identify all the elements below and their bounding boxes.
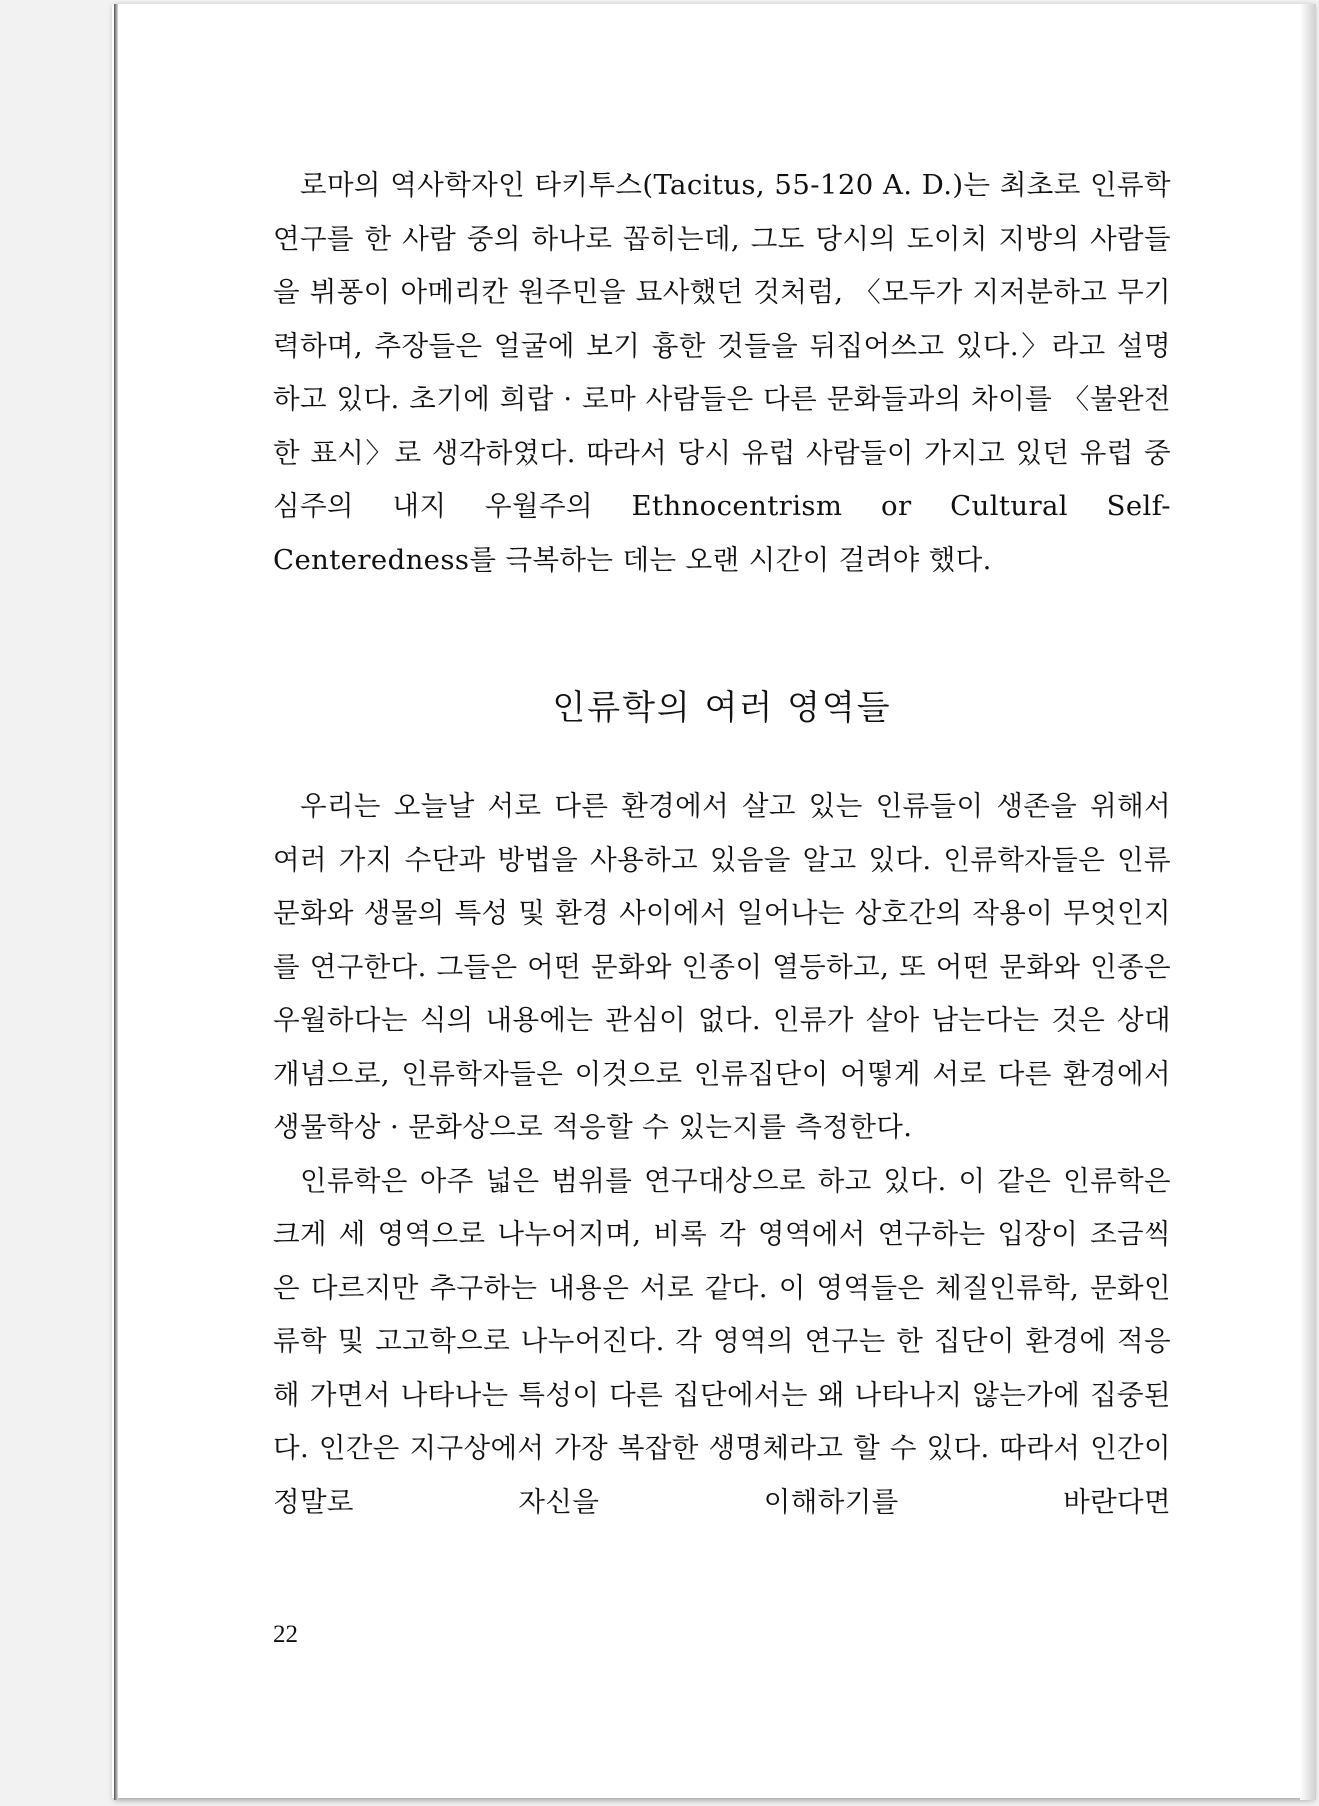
section-heading: 인류학의 여러 영역들: [552, 688, 892, 728]
paragraph-scope: 인류학은 아주 넓은 범위를 연구대상으로 하고 있다. 이 같은 인류학은 크게 세 영역으로 나누어지며, 비록 각 영역에서 연구하는 입장이 조금씩은 다르지만 추구하는 내용은 서로 같다. 이 영역들은 체질인류학, 문화인류학 및 고고학으로 나누어진다. 각 영역의 연구는 한 집단이 환경에 적응해 가면서 나타나는 특성이 다른 집단에서는 왜 나타나지 않는가에 집중된다. 인간은 지구상에서 가장 복잡한 생명체라고 할 수 있다. 따라서 인간이 정말로 자신을 이해하기를 바란다면: [273, 1164, 1171, 1518]
intro-text-block: [273, 159, 1171, 587]
section-text-block: [273, 780, 1171, 1529]
page-binding-edge: [114, 4, 118, 1800]
paragraph-survival: 우리는 오늘날 서로 다른 환경에서 살고 있는 인류들이 생존을 위해서 여러 가지 수단과 방법을 사용하고 있음을 알고 있다. 인류학자들은 인류문화와 생물의 특성 및 환경 사이에서 일어나는 상호간의 작용이 무엇인지를 연구한다. 그들은 어떤 문화와 인종이 열등하고, 또 어떤 문화와 인종은 우월하다는 식의 내용에는 관심이 없다. 인류가 살아 남는다는 것은 상대개념으로, 인류학자들은 이것으로 인류집단이 어떻게 서로 다른 환경에서 생물학상 · 문화상으로 적응할 수 있는지를 측정한다.: [273, 790, 1171, 1143]
page-right-edge: [1300, 4, 1316, 1800]
paragraph-tacitus: 로마의 역사학자인 타키투스(Tacitus, 55-120 A. D.)는 최초로 인류학 연구를 한 사람 중의 하나로 꼽히는데, 그도 당시의 도이치 지방의 사람들을 뷔퐁이 아메리칸 원주민을 묘사했던 것처럼, 〈모두가 지저분하고 무기력하며, 추장들은 얼굴에 보기 흉한 것들을 뒤집어쓰고 있다.〉라고 설명하고 있다. 초기에 희랍 · 로마 사람들은 다른 문화들과의 차이를 〈불완전한 표시〉로 생각하였다. 따라서 당시 유럽 사람들이 가지고 있던 유럽 중심주의 내지 우월주의 Ethnocentrism or Cultural Self-Centeredness를 극복하는 데는 오랜 시간이 걸려야 했다.: [273, 169, 1171, 576]
page-number: 22: [273, 1621, 298, 1648]
